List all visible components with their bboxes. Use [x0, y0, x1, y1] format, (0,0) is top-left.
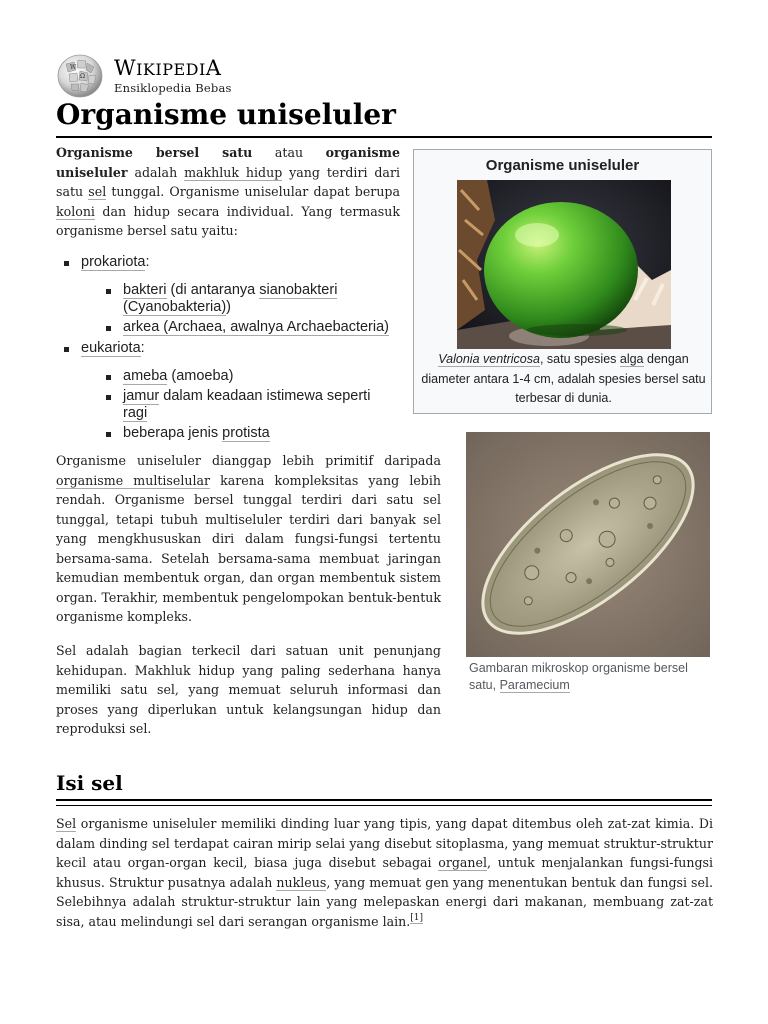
- link-valonia[interactable]: Valonia ventricosa: [438, 352, 540, 366]
- bullet-icon: [106, 395, 111, 400]
- link-paramecium[interactable]: Paramecium: [499, 677, 570, 692]
- infobox: [413, 149, 712, 414]
- list-item: jamur dalam keadaan istimewa seperti ragi: [106, 388, 404, 422]
- wikipedia-globe-logo[interactable]: [56, 54, 104, 98]
- term-bold: organisme uniseluler: [56, 145, 400, 180]
- list-item: ameba (amoeba): [106, 368, 404, 385]
- link-ragi[interactable]: ragi: [123, 405, 148, 421]
- bullet-icon: [64, 347, 69, 352]
- list-item: [106, 319, 404, 336]
- link-sianobakteri[interactable]: sianobakteri: [259, 282, 338, 298]
- reference-link[interactable]: [1]: [410, 913, 424, 924]
- infobox-title: Organisme uniseluler: [485, 157, 640, 174]
- list-item: bakteri (di antaranya sianobakteri (Cyanobakteria)): [106, 282, 404, 316]
- sub-list: [106, 282, 404, 336]
- link-alga[interactable]: alga: [619, 352, 644, 366]
- link-arkea[interactable]: arkea (Archaea, awalnya Archaebacteria): [123, 319, 389, 335]
- bullet-icon: [106, 289, 111, 294]
- link-organisme-multiselular[interactable]: organisme multiselular: [56, 472, 211, 488]
- link-jamur[interactable]: jamur: [123, 388, 160, 404]
- link-koloni[interactable]: koloni: [56, 203, 95, 219]
- wikipedia-wordmark[interactable]: WIKIPEDIA: [114, 56, 222, 80]
- bullet-icon: [106, 432, 111, 437]
- site-header: [56, 54, 356, 98]
- list-item: beberapa jenis protista: [106, 425, 404, 442]
- link-protista[interactable]: protista: [222, 425, 270, 441]
- site-tagline: Ensiklopedia Bebas: [114, 81, 232, 95]
- bullet-icon: [64, 261, 69, 266]
- infobox-caption: Valonia ventricosa, satu spesies alga dengan diameter antara 1-4 cm, adalah spesies bersel satu terbesar di dunia.: [421, 352, 706, 405]
- link-bakteri[interactable]: bakteri: [123, 282, 167, 298]
- link-ameba[interactable]: ameba: [123, 368, 168, 384]
- link-prokariota[interactable]: prokariota: [81, 254, 146, 270]
- link-nukleus[interactable]: nukleus: [276, 874, 327, 890]
- link-cyanobakteria[interactable]: (Cyanobakteria): [123, 299, 227, 315]
- thumb-caption: Gambaran mikroskop organisme bersel satu, Paramecium: [469, 661, 688, 692]
- term-bold: Organisme bersel satu: [56, 145, 253, 160]
- organism-list: [64, 254, 404, 446]
- valonia-image[interactable]: [457, 180, 671, 349]
- section-divider: [56, 799, 712, 801]
- section-divider: [56, 805, 712, 806]
- link-makhluk-hidup[interactable]: makhluk hidup: [184, 164, 283, 180]
- list-item: prokariota: bakteri (di antaranya sianobakteri (Cyanobakteria)) arkea (Archaea, awalnya Archaebacteria): [64, 254, 404, 336]
- page-title: Organisme uniseluler: [56, 98, 396, 131]
- svg-text:W: W: [70, 64, 77, 71]
- list-item: eukariota: ameba (amoeba) jamur dalam keadaan istimewa seperti ragi beberapa jenis protista: [64, 340, 404, 442]
- bullet-icon: [106, 375, 111, 380]
- paragraph: Sel adalah bagian terkecil dari satuan unit penunjang kehidupan. Makhluk hidup yang paling sederhana hanya memiliki satu sel, yang memuat seluruh informasi dan proses yang diperlukan untuk kelangsungan hidup dan reproduksi sel.: [56, 643, 441, 736]
- sub-list: [106, 368, 404, 442]
- intro-paragraph: Organisme bersel satu atau organisme uniseluler adalah makhluk hidup yang terdiri dari satu sel tunggal. Organisme uniselular dapat berupa koloni dan hidup secara individual. Yang termasuk organisme bersel satu yaitu:: [56, 145, 400, 238]
- paragraph: Organisme uniseluler dianggap lebih primitif daripada organisme multiselular karena kompleksitas yang lebih rendah. Organisme bersel tunggal terdiri dari satu sel tunggal, tetapi tubuh multiseluler terdiri dari banyak sel yang mengkhususkan diri dalam fungsi-fungsi tertentu bersama-sama. Setelah bersama-sama membuat jaringan kemudian membentuk organ, dan organ membentuk sistem organ. Terakhir, membentuk pengelompokan bentuk-bentuk organisme kompleks.: [56, 453, 441, 624]
- link-sel[interactable]: Sel: [56, 816, 77, 831]
- paramecium-image[interactable]: [466, 432, 710, 657]
- link-sel[interactable]: sel: [88, 184, 107, 199]
- link-organel[interactable]: organel: [438, 855, 488, 870]
- bullet-icon: [106, 326, 111, 331]
- link-eukariota[interactable]: eukariota: [81, 340, 141, 356]
- section-paragraph: Sel organisme uniseluler memiliki dinding luar yang tipis, yang dapat ditembus oleh zat-zat kimia. Di dalam dinding sel terdapat cairan mirip selai yang disebut sitoplasma, yang memuat struktur-struktur kecil atau organ-organ kecil, biasa juga disebut sebagai organel, untuk menjalankan fungsi-fungsi khusus. Struktur pusatnya adalah nukleus, yang memuat gen yang menentukan bentuk dan fungsi sel. Selebihnya adalah struktur-struktur lain yang melepaskan energi dari makanan, membuang zat-zat sisa, atau melindungi sel dari serangan organisme lain.[1]: [56, 816, 713, 929]
- title-divider: [56, 136, 712, 138]
- section-heading: Isi sel: [56, 771, 123, 795]
- svg-text:Ω: Ω: [80, 73, 85, 80]
